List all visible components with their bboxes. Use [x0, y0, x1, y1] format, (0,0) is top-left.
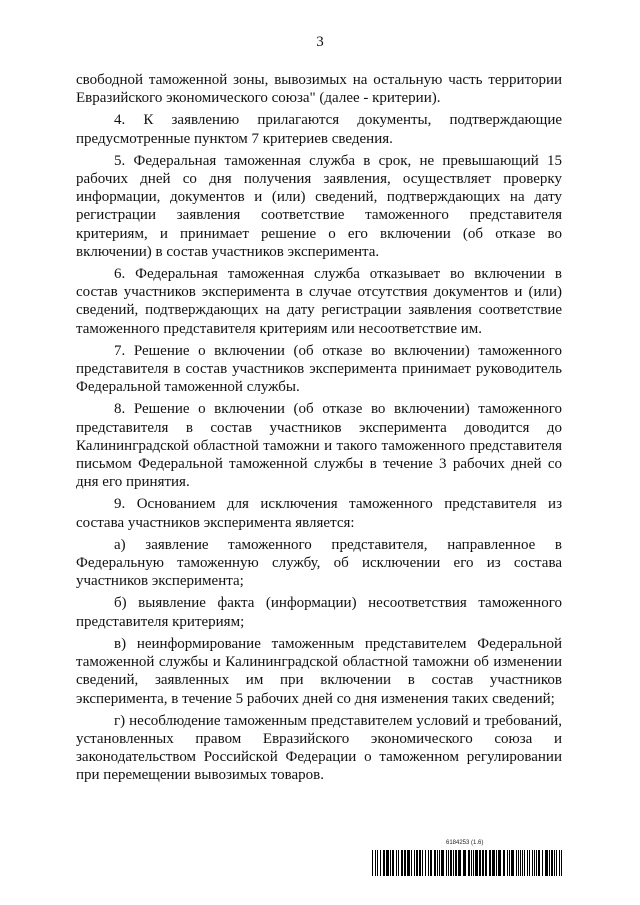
barcode-bar: [522, 850, 523, 876]
barcode-bar: [377, 850, 378, 876]
barcode-bar: [536, 850, 537, 876]
barcode-bar: [380, 850, 381, 876]
barcode-bar: [479, 850, 481, 876]
barcode-bar: [453, 850, 454, 876]
paragraph-8: 8. Решение о включении (об отказе во включении) таможенного представителя в состав участников эксперимента доводится до Калининградской областной таможни и такого таможенного представителя письмом Федеральной таможенной службы в течение 3 рабочих дней со дня его принятия.: [76, 401, 562, 491]
barcode-bar: [542, 850, 543, 876]
page-number: 3: [316, 34, 324, 50]
barcode-bar: [516, 850, 517, 876]
barcode-bar: [534, 850, 535, 876]
barcode-bar: [524, 850, 525, 876]
barcode-bar: [545, 850, 548, 876]
barcode-bar: [556, 850, 557, 876]
subparagraph-a: а) заявление таможенного представителя, направленное в Федеральную таможенную службу, об исключении его из состава участников эксперимента;: [76, 536, 562, 590]
barcode-bar: [375, 850, 376, 876]
document-code: 6184253 (1.6): [446, 840, 484, 846]
barcode-bar: [439, 850, 440, 876]
barcode-bar: [425, 850, 426, 876]
barcode-bar: [407, 850, 410, 876]
barcode-bar: [430, 850, 432, 876]
barcode-bar: [511, 850, 514, 876]
barcode-bar: [549, 850, 550, 876]
paragraph-4: 4. К заявлению прилагаются документы, подтверждающие предусмотренные пунктом 7 критериев сведения.: [76, 112, 562, 147]
barcode-bar: [398, 850, 399, 876]
barcode-bar: [450, 850, 452, 876]
barcode-bar: [383, 850, 385, 876]
subparagraph-v: в) неинформирование таможенным представителем Федеральной таможенной службы и Калининградской областной таможни об изменении сведений, заявленных им при включении в состав участников эксперимента, в течение 5 рабочих дней со дня изменения таких сведений;: [76, 635, 562, 707]
barcode-bar: [532, 850, 533, 876]
barcode-bar: [492, 850, 495, 876]
barcode-bar: [498, 850, 501, 876]
barcode-bar: [419, 850, 421, 876]
barcode-image: [372, 850, 562, 876]
barcode-bar: [422, 850, 423, 876]
subparagraph-b: б) выявление факта (информации) несоответствия таможенного представителя критериям;: [76, 595, 562, 630]
barcode-bar: [463, 850, 466, 876]
barcode-bar: [496, 850, 497, 876]
barcode-bar: [551, 850, 553, 876]
paragraph-7: 7. Решение о включении (об отказе во включении) таможенного представителя в состав участников эксперимента принимает руководитель Федеральной таможенной службы.: [76, 342, 562, 396]
barcode-bar: [507, 850, 508, 876]
paragraph-5: 5. Федеральная таможенная служба в срок, не превышающий 15 рабочих дней со дня получения заявления, осуществляет проверку информации, документов и (или) сведений, подтверждающих на дату регистрации заявления соответствие таможенного представителя критериям, и принимает решение о его включении (об отказе во включении) в состав участников эксперимента.: [76, 152, 562, 260]
barcode-bar: [468, 850, 470, 876]
barcode-bar: [482, 850, 484, 876]
barcode-bar: [401, 850, 403, 876]
barcode-bar: [414, 850, 415, 876]
barcode-bar: [473, 850, 474, 876]
barcode-bar: [372, 850, 373, 876]
barcode-bar: [434, 850, 436, 876]
barcode-bar: [437, 850, 438, 876]
barcode-bar: [561, 850, 562, 876]
barcode-bar: [458, 850, 461, 876]
barcode-bar: [392, 850, 394, 876]
barcode-bar: [404, 850, 406, 876]
barcode-bar: [518, 850, 519, 876]
barcode-bar: [554, 850, 555, 876]
barcode-bar: [520, 850, 521, 876]
barcode-bar: [489, 850, 491, 876]
barcode-bar: [485, 850, 487, 876]
barcode-bar: [386, 850, 389, 876]
barcode-bar: [509, 850, 510, 876]
paragraph-9: 9. Основанием для исключения таможенного представителя из состава участников эксперимента является:: [76, 496, 562, 531]
barcode-bar: [475, 850, 478, 876]
document-body: [76, 71, 562, 789]
barcode-bar: [559, 850, 560, 876]
barcode-bar: [411, 850, 412, 876]
barcode-bar: [448, 850, 449, 876]
barcode-bar: [471, 850, 472, 876]
barcode-bar: [396, 850, 397, 876]
barcode-bar: [446, 850, 447, 876]
barcode-bar: [428, 850, 429, 876]
barcode-bar: [416, 850, 418, 876]
paragraph-6: 6. Федеральная таможенная служба отказывает во включении в состав участников эксперимента в случае отсутствия документов и (или) сведений, подтверждающих на дату регистрации заявления соответствие таможенного представителя критериям или несоответствие им.: [76, 266, 562, 337]
barcode-bar: [441, 850, 444, 876]
subparagraph-g: г) несоблюдение таможенным представителем условий и требований, установленных правом Евразийского экономического союза и законодательством Российской Федерации о таможенном регулировании при перемещении вывозимых товаров.: [76, 712, 562, 784]
barcode-bar: [527, 850, 528, 876]
barcode-bar: [390, 850, 391, 876]
barcode-bar: [529, 850, 530, 876]
paragraph-continuation: свободной таможенной зоны, вывозимых на остальную часть территории Евразийского экономического союза" (далее - критерии).: [76, 72, 562, 107]
barcode-bar: [455, 850, 457, 876]
barcode-bar: [538, 850, 540, 876]
barcode-bar: [503, 850, 505, 876]
